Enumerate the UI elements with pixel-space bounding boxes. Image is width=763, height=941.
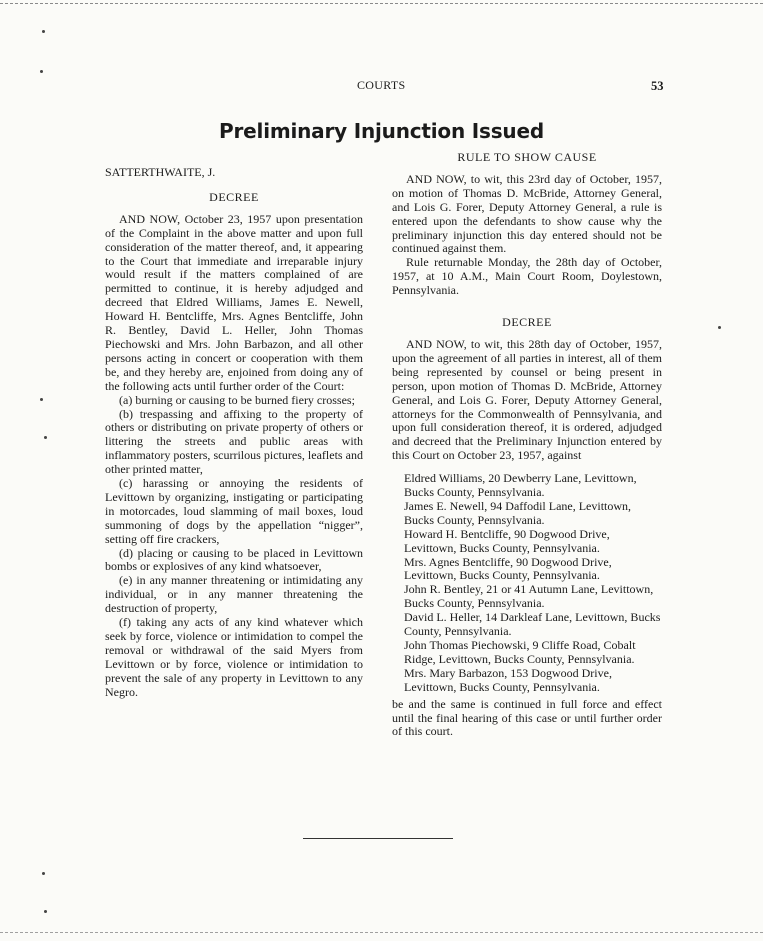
scan-speck: [718, 326, 721, 329]
rule-heading: RULE TO SHOW CAUSE: [457, 150, 597, 164]
defendant-entry: John Thomas Piechowski, 9 Cliffe Road, Cobalt Ridge, Levittown, Bucks County, Pennsylvania.: [404, 638, 636, 666]
defendant-entry: Mrs. Mary Barbazon, 153 Dogwood Drive, Levittown, Bucks County, Pennsylvania.: [404, 665, 612, 694]
decree-item: (a) burning or causing to be burned fiery crosses;: [119, 392, 355, 407]
judge-name: SATTERTHWAITE, J.: [105, 165, 216, 179]
page-number: 53: [651, 79, 664, 93]
scan-speck: [40, 70, 43, 73]
scan-speck: [40, 398, 43, 401]
decree-paragraph: AND NOW, to wit, this 28th day of October, 1957, upon the agreement of all parties in interest, all of them being represented by counsel or being present in person, upon motion of Thomas D. McBride, Attorney General, and Lois G. Forer, Deputy Attorney General, attorneys for the Commonwealth of Pennsylvania, and upon full consideration thereof, it is ordered, adjudged and decreed that the Preliminary Injunction entered by this Court on October 23, 1957, against: [392, 336, 662, 463]
decree-item: (b) trespassing and affixing to the property of others or distributing on private property of others or littering the streets and public areas with inflammatory posters, scurrilous pictures, leaflets and other printed matter,: [105, 406, 363, 477]
decree-intro-paragraph: AND NOW, October 23, 1957 upon presentation of the Complaint in the above matter and upon full consideration of the matter thereof, and, it appearing to the Court that immediate and irreparable injury would result if the matters complained of are permitted to continue, it is hereby adjudged and decreed that Eldred Williams, James E. Newell, Howard H. Bentcliffe, Mrs. Agnes Bentcliffe, John R. Bentley, David L. Heller, John Thomas Piechowski and Mrs. John Barbazon, and all other persons acting in concert or cooperation with them be, and they hereby are, enjoined from doing any of the following acts until further order of the Court:: [105, 211, 363, 393]
defendant-entry: Mrs. Agnes Bentcliffe, 90 Dogwood Drive, Levittown, Bucks County, Pennsylvania.: [404, 554, 612, 583]
scan-speck: [42, 30, 45, 33]
bottom-edge-dashed-line: [0, 932, 763, 933]
top-edge-dashed-line: [0, 3, 763, 4]
scan-speck: [44, 436, 47, 439]
defendant-entry: Eldred Williams, 20 Dewberry Lane, Levittown, Bucks County, Pennsylvania.: [404, 471, 637, 500]
rule-return-paragraph: Rule returnable Monday, the 28th day of October, 1957, at 10 A.M., Main Court Room, Doylestown, Pennsylvania.: [392, 255, 662, 298]
closing-paragraph: be and the same is continued in full force and effect until the final hearing of this case or until further order of this court.: [392, 696, 662, 739]
end-rule-divider: [303, 838, 453, 839]
decree-heading: DECREE: [502, 315, 552, 330]
defendant-list: [404, 472, 662, 695]
decree-heading: DECREE: [209, 189, 259, 204]
article-title: Preliminary Injunction Issued: [219, 119, 544, 143]
rule-paragraph: AND NOW, to wit, this 23rd day of October, 1957, on motion of Thomas D. McBride, Attorney General, and Lois G. Forer, Deputy Attorney General, a rule is entered upon the defendants to show cause why the preliminary injunction this day entered should not be continued against them.: [392, 171, 662, 256]
right-column: [392, 151, 662, 739]
defendant-entry: John R. Bentley, 21 or 41 Autumn Lane, Levittown, Bucks County, Pennsylvania.: [404, 582, 654, 611]
decree-item: (c) harassing or annoying the residents of Levittown by organizing, instigating or participating in motorcades, loud slamming of mail boxes, loud summoning of dogs by the appellation “nigger”, setting off fire crackers,: [105, 476, 363, 546]
decree-item: (d) placing or causing to be placed in Levittown bombs or explosives of any kind whatsoever,: [105, 545, 363, 574]
left-column: [105, 166, 363, 700]
defendant-entry: James E. Newell, 94 Daffodil Lane, Levittown, Bucks County, Pennsylvania.: [404, 498, 632, 527]
running-head: COURTS: [357, 78, 406, 92]
decree-item: (e) in any manner threatening or intimidating any individual, or in any manner threatening the destruction of property,: [105, 573, 363, 616]
scan-speck: [42, 872, 45, 875]
decree-item: (f) taking any acts of any kind whatever which seek by force, violence or intimidation to compel the removal or withdrawal of the said Myers from Levittown or by force, violence or intimidation to prevent the sale of any property in Levittown to any Negro.: [105, 615, 363, 699]
defendant-entry: David L. Heller, 14 Darkleaf Lane, Levittown, Bucks County, Pennsylvania.: [404, 610, 661, 639]
scan-speck: [44, 910, 47, 913]
defendant-entry: Howard H. Bentcliffe, 90 Dogwood Drive, Levittown, Bucks County, Pennsylvania.: [404, 526, 610, 555]
